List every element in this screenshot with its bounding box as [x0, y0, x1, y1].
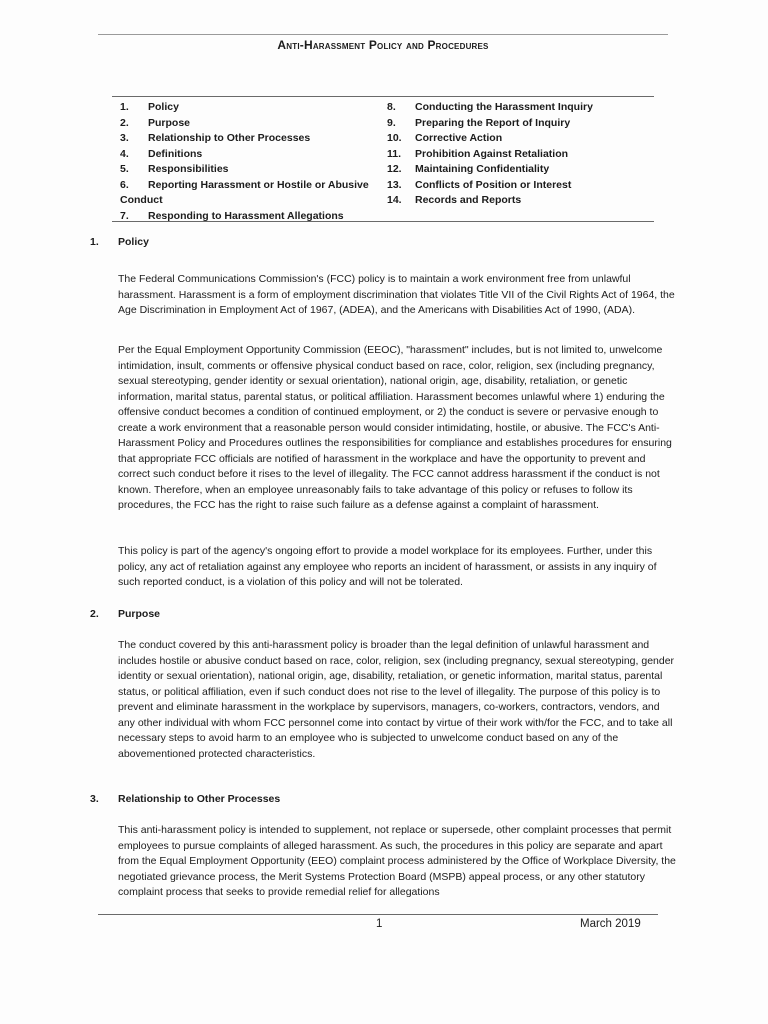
- toc-item: 13. Conflicts of Position or Interest: [387, 178, 572, 191]
- toc-item: 10. Corrective Action: [387, 132, 503, 144]
- toc-item: 11. Prohibition Against Retaliation: [387, 147, 569, 160]
- document-page: Anti-Harassment Policy and Procedures 1. Policy 2. Purpose 3. Relationship to Other Processes 4. Definitions 5. Responsibilities 6. Reporting Harassment or Hostile or Abusive Conduct 7. Responding to Harassment Allegations 8. Conducting the Harassment Inquiry 9. Preparing the Report of Inquiry 10. Corrective Action 11. Prohibition Against Retaliation 12. Maintaining Confidentiality 13. Conflicts of Position or Interest 14. Records and Reports 1. Policy The Federal Communications Commission's (FCC) policy is to maintain a work environment free from unlawful harassment. Harassment is a form of employment discrimination that violates Title VII of the Civil Rights Act of 1964, the Age Discrimination in Employment Act of 1967, (ADEA), and the Americans with Disabilities Act of 1990, (ADA). Per the Equal Employment Opportunity Commission (EEOC), "harassment" includes, but is not limited to, unwelcome intimidation, insult, comments or offensive physical conduct based on race, color, religion, sex (including pregnancy, sexual stereotyping, gender identity or sexual orientation), national origin, age, disability, retaliation, or genetic information, marital status, parental status, or political affiliation. Harassment becomes unlawful where 1) enduring the offensive conduct becomes a condition of continued employment, or 2) the conduct is severe or pervasive enough to create a work environment that a reasonable person would consider intimidating, hostile, or abusive. The FCC's Anti-Harassment Policy and Procedures outlines the responsibilities for compliance and establishes procedures for ensuring that appropriate FCC officials are notified of harassment in the workplace and have the opportunity to prevent and correct such conduct before it rises to the level of illegality. The FCC cannot address harassment if the conduct is not known. Therefore, when an employee unreasonably fails to take advantage of this policy or refuses to follow its procedures, the FCC has the right to raise such failure as a defense against a complaint of harassment. This policy is part of the agency's ongoing effort to provide a model workplace for its employees. Further, under this policy, any act of retaliation against any employee who reports an incident of harassment, or assists in any inquiry of such reported conduct, is a violation of this policy and will not be tolerated. 2. Purpose The conduct covered by this anti-harassment policy is broader than the legal definition of unlawful harassment and includes hostile or abusive conduct based on race, color, religion, sex (including pregnancy, sexual stereotyping, gender identity or sexual orientation), national origin, age, disability, retaliation, or genetic information, marital status, parental status, or political affiliation, even if such conduct does not rise to the level of illegality. The purpose of this policy is to prevent and eliminate harassment in the workplace by supervisors, managers, co-workers, contractors, vendors, and any other individual with whom FCC personnel come into contact by virtue of their work with/for the FCC, and to take all necessary steps to avoid harm to an employee who is subjected to unwelcome conduct based on any of the abovementioned protected characteristics. 3. Relationship to Other Processes This anti-harassment policy is intended to supplement, not replace or supersede, other complaint processes that permit employees to pursue complaints of alleged harassment. As such, the procedures in this policy are separate and apart from the Equal Employment Opportunity (EEO) complaint process administered by the Office of Workplace Diversity, the negotiated grievance process, the Merit Systems Protection Board (MSPB) appeal process, or any other statutory complaint process that seeks to provide remedial relief for allegations 1 March 2019: [0, 0, 768, 1024]
- toc-item: 2. Purpose: [120, 116, 191, 129]
- footer-date: March 2019: [580, 918, 641, 930]
- footer-rule: [98, 914, 658, 915]
- toc-item: 8. Conducting the Harassment Inquiry: [387, 101, 593, 113]
- paragraph: The conduct covered by this anti-harassment policy is broader than the legal definition of unlawful harassment and includes hostile or abusive conduct based on race, color, religion, sex (including pregnancy, sexual stereotyping, gender identity or sexual orientation), national origin, age, disability, retaliation, or genetic information, marital status, parental status, or political affiliation, even if such conduct does not rise to the level of illegality. The purpose of this policy is to prevent and eliminate harassment in the workplace by supervisors, managers, co-workers, contractors, vendors, and any other individual with whom FCC personnel come into contact by virtue of their work with/for the FCC, and to take all necessary steps to avoid harm to an employee who is subjected to unwelcome conduct based on any of the abovementioned protected characteristics.: [118, 639, 675, 760]
- paragraph: The Federal Communications Commission's (FCC) policy is to maintain a work environment free from unlawful harassment. Harassment is a form of employment discrimination that violates Title VII of the Civil Rights Act of 1964, the Age Discrimination in Employment Act of 1967, (ADEA), and the Americans with Disabilities Act of 1990, (ADA).: [118, 273, 675, 316]
- toc-item: 5. Responsibilities: [120, 163, 229, 175]
- toc-item: 4. Definitions: [120, 147, 203, 160]
- table-of-contents: [112, 96, 654, 222]
- page-number: 1: [376, 918, 383, 930]
- toc-item: 3. Relationship to Other Processes: [120, 132, 311, 144]
- paragraph: This policy is part of the agency's ongoing effort to provide a model workplace for its employees. Further, under this policy, any act of retaliation against any employee who reports an incident of harassment, or assists in any inquiry of such reported conduct, is a violation of this policy and will not be tolerated.: [118, 545, 657, 588]
- paragraph: Per the Equal Employment Opportunity Commission (EEOC), "harassment" includes, but is not limited to, unwelcome intimidation, insult, comments or offensive physical conduct based on race, color, religion, sex (including pregnancy, sexual stereotyping, gender identity or sexual orientation), national origin, age, disability, retaliation, or genetic information, marital status, parental status, or political affiliation. Harassment becomes unlawful where 1) enduring the offensive conduct becomes a condition of continued employment, or 2) the conduct is severe or pervasive enough to create a work environment that a reasonable person would consider intimidating, hostile, or abusive. The FCC's Anti-Harassment Policy and Procedures outlines the responsibilities for compliance and establishes procedures for ensuring that appropriate FCC officials are notified of harassment in the workplace and have the opportunity to prevent and correct such conduct before it rises to the level of illegality. The FCC cannot address harassment if the conduct is not known. Therefore, when an employee unreasonably fails to take advantage of this policy or refuses to follow its procedures, the FCC has the right to raise such failure as a defense against a complaint of harassment.: [118, 344, 672, 511]
- toc-item: 9. Preparing the Report of Inquiry: [387, 116, 571, 129]
- document-title: Anti-Harassment Policy and Procedures: [277, 38, 489, 52]
- toc-item: 6. Reporting Harassment or Hostile or Abusive: [120, 178, 369, 191]
- top-rule: [98, 34, 668, 35]
- toc-item: 14. Records and Reports: [387, 194, 522, 206]
- toc-item: Conduct: [120, 194, 163, 206]
- paragraph: This anti-harassment policy is intended to supplement, not replace or supersede, other complaint processes that permit employees to pursue complaints of alleged harassment. As such, the procedures in this policy are separate and apart from the Equal Employment Opportunity (EEO) complaint process administered by the Office of Workplace Diversity, the negotiated grievance process, the Merit Systems Protection Board (MSPB) appeal process, or any other statutory complaint process that seeks to provide remedial relief for allegations: [118, 824, 676, 898]
- toc-item: 7. Responding to Harassment Allegations: [120, 209, 344, 222]
- toc-item: 1. Policy: [120, 101, 179, 113]
- toc-item: 12. Maintaining Confidentiality: [387, 163, 550, 175]
